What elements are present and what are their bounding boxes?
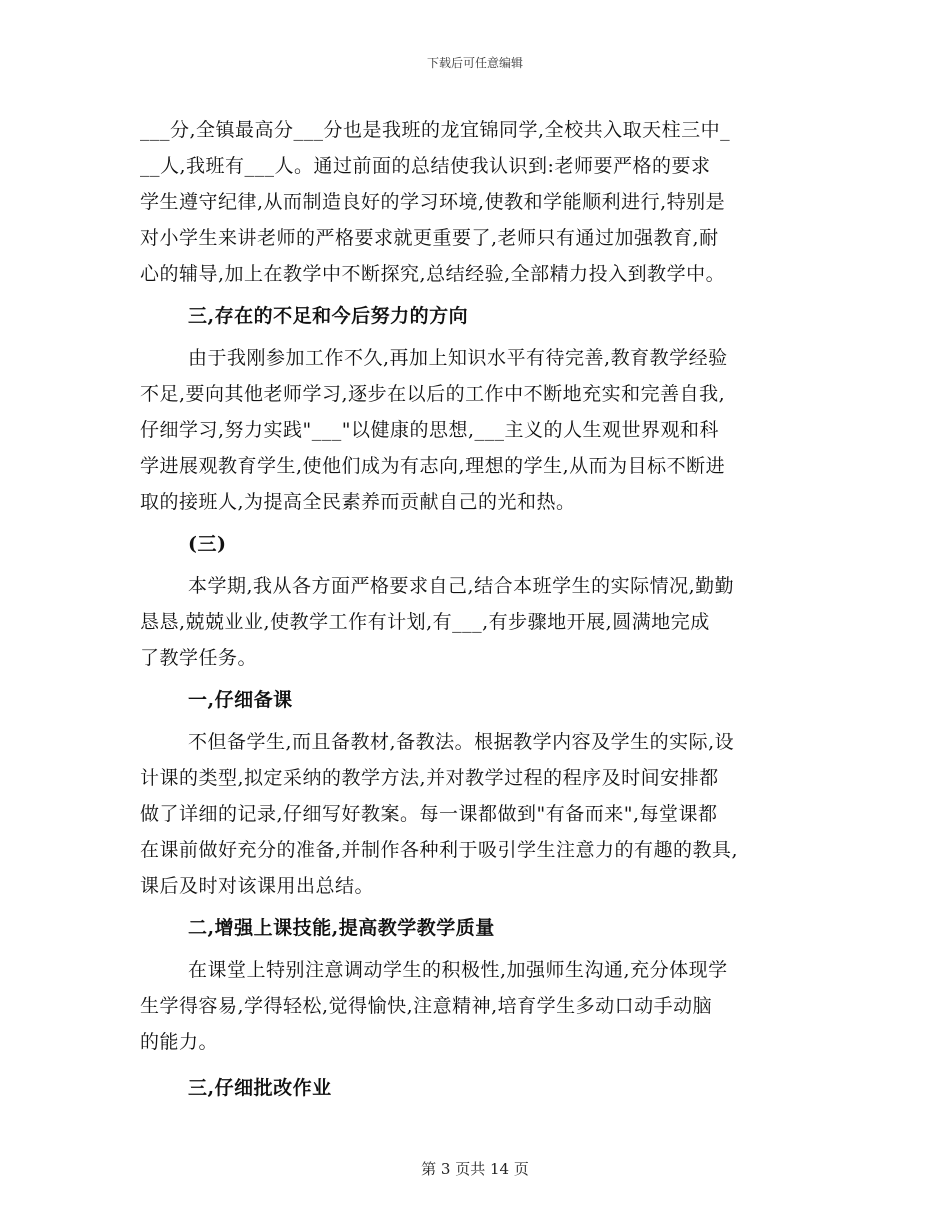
text-line: 取的接班人,为提高全民素养而贡献自己的光和热。 xyxy=(140,491,576,513)
text-line: 学生遵守纪律,从而制造良好的学习环境,使教和学能顺利进行,特别是 xyxy=(140,191,726,213)
section-heading-homework xyxy=(140,1070,820,1106)
text-line: __人,我班有___人。通过前面的总结使我认识到:老师要严格的要求 xyxy=(140,155,711,177)
text-line: ___分,全镇最高分___分也是我班的龙宜锦同学,全校共入取天柱三中_ xyxy=(140,119,731,141)
text-line: 了教学任务。 xyxy=(140,647,258,669)
page-header: 下载后可任意编辑 xyxy=(426,56,523,70)
text-line: 不但备学生,而且备教材,备教法。根据教学内容及学生的实际,设 xyxy=(188,731,735,753)
text-line: 生学得容易,学得轻松,觉得愉快,注意精神,培育学生多动口动手动脑 xyxy=(140,995,713,1017)
text-line: 在课堂上特别注意调动学生的积极性,加强师生沟通,充分体现学 xyxy=(188,959,728,981)
heading-text: (三) xyxy=(188,533,227,555)
heading-text: 一,仔细备课 xyxy=(188,689,293,711)
text-line: 心的辅导,加上在教学中不断探究,总结经验,全部精力投入到教学中。 xyxy=(140,263,726,285)
paragraph-teaching-skills xyxy=(140,952,820,1060)
section-heading-teaching-skills xyxy=(140,910,820,946)
section-heading-lesson-prep xyxy=(140,682,820,718)
document-body xyxy=(140,112,820,1112)
text-line: 学进展观教育学生,使他们成为有志向,理想的学生,从而为目标不断进 xyxy=(140,455,726,477)
text-line: 课后及时对该课用出总结。 xyxy=(140,875,375,897)
text-line: 做了详细的记录,仔细写好教案。每一课都做到"有备而来",每堂课都 xyxy=(140,803,718,825)
part-three-heading xyxy=(140,526,820,562)
paragraph-shortcomings xyxy=(140,340,820,520)
text-line: 仔细学习,努力实践"___"以健康的思想,___主义的人生观世界观和科 xyxy=(140,419,720,441)
heading-text: 二,增强上课技能,提高教学教学质量 xyxy=(188,917,495,939)
text-line: 计课的类型,拟定采纳的教学方法,并对教学过程的程序及时间安排都 xyxy=(140,767,719,789)
text-line: 不足,要向其他老师学习,逐步在以后的工作中不断地充实和完善自我, xyxy=(140,383,726,405)
text-line: 本学期,我从各方面严格要求自己,结合本班学生的实际情况,勤勤 xyxy=(188,575,735,597)
section-heading-shortcomings xyxy=(140,298,820,334)
paragraph-lesson-prep xyxy=(140,724,820,904)
paragraph-semester xyxy=(140,568,820,676)
text-line: 对小学生来讲老师的严格要求就更重要了,老师只有通过加强教育,耐 xyxy=(140,227,719,249)
text-line: 的能力。 xyxy=(140,1031,219,1053)
paragraph-exam-results xyxy=(140,112,820,292)
text-line: 在课前做好充分的准备,并制作各种利于吸引学生注意力的有趣的教具, xyxy=(140,839,739,861)
page-footer: 第 3 页共 14 页 xyxy=(421,1160,529,1178)
heading-text: 三,仔细批改作业 xyxy=(188,1077,332,1099)
text-line: 由于我刚参加工作不久,再加上知识水平有待完善,教育教学经验 xyxy=(188,347,728,369)
heading-text: 三,存在的不足和今后努力的方向 xyxy=(188,305,469,327)
text-line: 恳恳,兢兢业业,使教学工作有计划,有___,有步骤地开展,圆满地完成 xyxy=(140,611,710,633)
